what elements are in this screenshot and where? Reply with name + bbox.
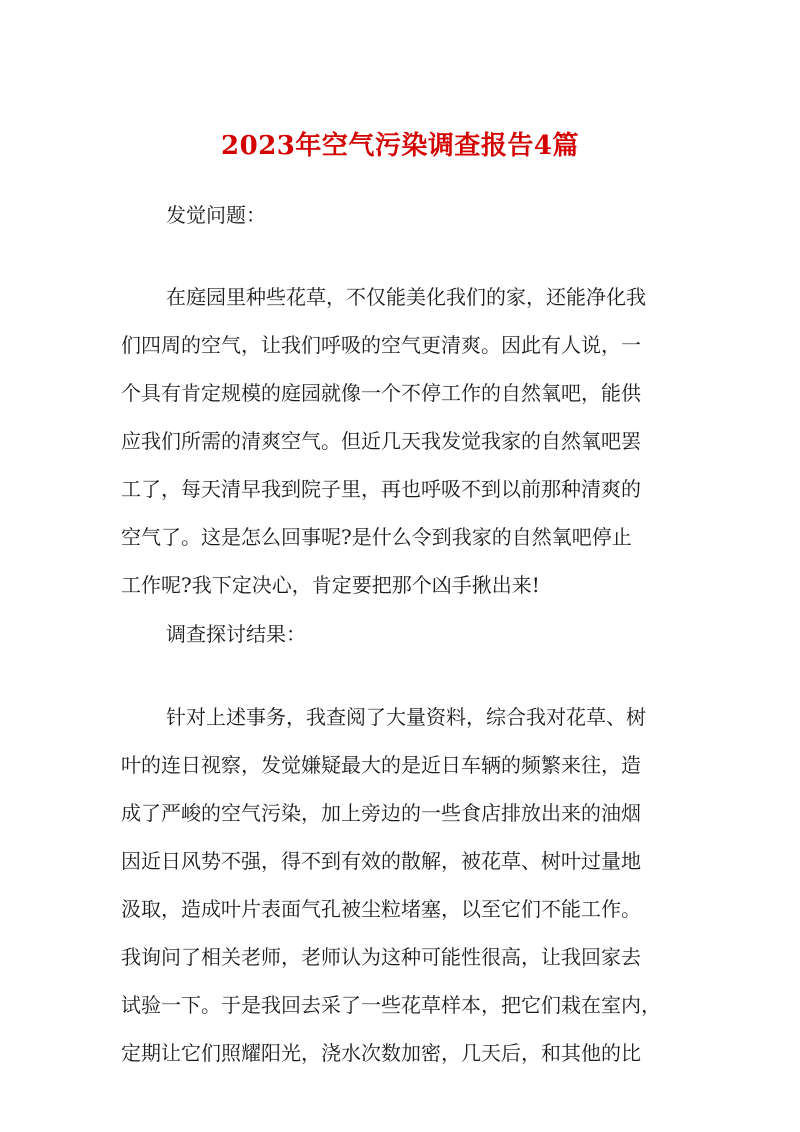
paragraph-line: 叶的连日视察，发觉嫌疑最大的是近日车辆的频繁来往，造 xyxy=(121,753,641,777)
paragraph-line: 工作呢?我下定决心，肯定要把那个凶手揪出来! xyxy=(121,573,540,597)
document-title: 2023年空气污染调查报告4篇 xyxy=(221,131,579,161)
paragraph-line: 汲取，造成叶片表面气孔被尘粒堵塞，以至它们不能工作。 xyxy=(121,897,641,921)
paragraph-line: 应我们所需的清爽空气。但近几天我发觉我家的自然氧吧罢 xyxy=(121,429,641,453)
section-heading-problem: 发觉问题： xyxy=(166,203,266,227)
paragraph-line: 个具有肯定规模的庭园就像一个不停工作的自然氧吧，能供 xyxy=(121,381,641,405)
paragraph-line: 因近日风势不强，得不到有效的散解，被花草、树叶过量地 xyxy=(121,849,641,873)
section-heading-results: 调查探讨结果： xyxy=(166,622,306,646)
paragraph-line: 试验一下。于是我回去采了一些花草样本，把它们栽在室内， xyxy=(121,993,661,1017)
paragraph-line: 在庭园里种些花草，不仅能美化我们的家，还能净化我 xyxy=(166,285,646,309)
paragraph-line: 们四周的空气，让我们呼吸的空气更清爽。因此有人说，一 xyxy=(121,333,641,357)
paragraph-line: 工了，每天清早我到院子里，再也呼吸不到以前那种清爽的 xyxy=(121,477,641,501)
paragraph-line: 空气了。这是怎么回事呢?是什么令到我家的自然氧吧停止 xyxy=(121,525,632,549)
paragraph-line: 定期让它们照耀阳光，浇水次数加密，几天后，和其他的比 xyxy=(121,1041,641,1065)
paragraph-line: 成了严峻的空气污染，加上旁边的一些食店排放出来的油烟 xyxy=(121,801,641,825)
paragraph-line: 针对上述事务，我查阅了大量资料，综合我对花草、树 xyxy=(166,705,646,729)
paragraph-line: 我询问了相关老师，老师认为这种可能性很高，让我回家去 xyxy=(121,945,641,969)
